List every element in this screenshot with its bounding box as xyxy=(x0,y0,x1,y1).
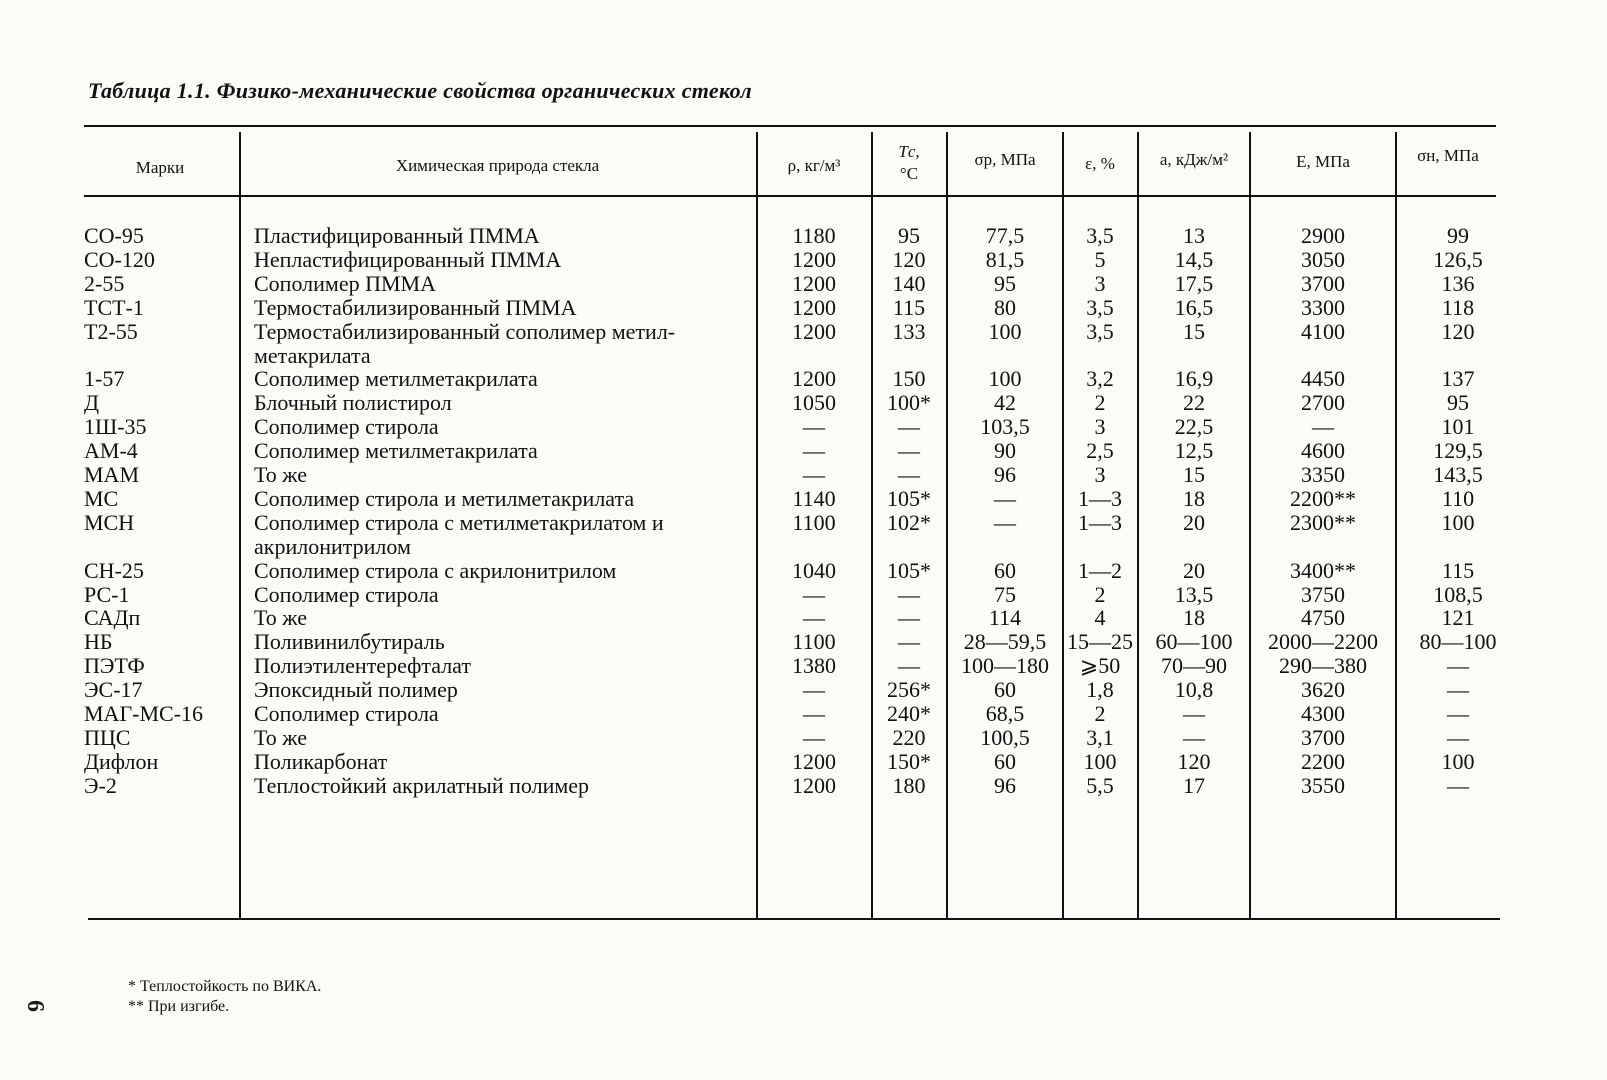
cell-mark: ПЭТФ xyxy=(84,653,145,679)
cell-sp: 68,5 xyxy=(985,701,1025,726)
cell-a: 22,5 xyxy=(1174,414,1214,440)
header-rho: ρ, кг/м³ xyxy=(787,156,841,175)
cell-sn: — xyxy=(1447,677,1469,703)
cell-eps: 2 xyxy=(1094,390,1106,416)
cell-sn: 100 xyxy=(1441,509,1475,535)
cell-sn: 115 xyxy=(1441,557,1475,583)
cell-mark: СО-95 xyxy=(84,223,144,248)
cell-mark: МС xyxy=(84,485,119,511)
cell-nature: Сополимер стирола xyxy=(254,581,439,607)
cell-rho: 1200 xyxy=(792,772,836,798)
cell-nature: Теплостойкий акрилатный полимер xyxy=(254,772,590,798)
cell-nature: Термостабилизированный сополимер метил- xyxy=(254,318,676,344)
cell-eps: 2 xyxy=(1094,701,1106,726)
cell-E: 2300** xyxy=(1290,509,1356,535)
cell-rho: — xyxy=(803,462,825,487)
cell-nature: Непластифицированный ПММА xyxy=(254,246,562,272)
cell-tc: 150 xyxy=(892,366,926,392)
cell-sn: — xyxy=(1447,653,1469,679)
cell-rho: 1180 xyxy=(792,223,836,248)
cell-mark: СО-120 xyxy=(84,246,155,272)
cell-mark: 2-55 xyxy=(84,270,125,296)
cell-sp: 100 xyxy=(988,318,1022,344)
cell-tc: 220 xyxy=(892,724,926,750)
cell-nature: Пластифицированный ПММА xyxy=(254,223,540,248)
cell-E: 2900 xyxy=(1301,223,1345,248)
cell-a: 22 xyxy=(1183,390,1205,416)
cell-sn: — xyxy=(1447,724,1469,750)
cell-sn: 118 xyxy=(1441,294,1475,320)
cell-a: 20 xyxy=(1183,557,1205,583)
cell-tc: 115 xyxy=(892,294,926,320)
cell-sn: — xyxy=(1447,701,1469,726)
cell-eps: 1—3 xyxy=(1078,509,1122,535)
col-sep-7 xyxy=(1249,132,1251,920)
cell-nature: Сополимер метилметакрилата xyxy=(254,438,538,464)
cell-a: 120 xyxy=(1177,748,1211,774)
cell-a: 16,5 xyxy=(1174,294,1214,320)
cell-mark: Дифлон xyxy=(84,748,159,774)
cell-E: — xyxy=(1312,414,1334,440)
cell-rho: 1200 xyxy=(792,294,836,320)
header-sigma-p: σр, МПа xyxy=(974,150,1036,169)
cell-eps: 5 xyxy=(1094,246,1106,272)
cell-mark: МСН xyxy=(84,509,135,535)
cell-sn: 143,5 xyxy=(1433,462,1483,487)
cell-sp: 114 xyxy=(988,605,1022,631)
cell-eps: 3 xyxy=(1094,462,1106,487)
cell-E: 4750 xyxy=(1301,605,1345,631)
cell-eps: 3,5 xyxy=(1086,318,1114,344)
cell-mark: ЭС-17 xyxy=(84,677,143,703)
cell-mark: АМ-4 xyxy=(84,438,138,464)
cell-rho: — xyxy=(803,438,825,464)
cell-sp: 42 xyxy=(994,390,1016,416)
cell-eps: 3,1 xyxy=(1086,724,1114,750)
cell-eps: ⩾50 xyxy=(1079,653,1121,679)
cell-sn: 100 xyxy=(1441,748,1475,774)
header-nature: Химическая природа стекла xyxy=(395,156,600,175)
cell-a: 13 xyxy=(1183,223,1205,248)
footnote-1: * Теплостойкость по ВИКА. xyxy=(128,978,322,995)
header-tc-bottom: °C xyxy=(899,164,919,183)
cell-E: 3350 xyxy=(1301,462,1345,487)
cell-eps: 1—3 xyxy=(1078,485,1122,511)
table-title: Таблица 1.1. Физико-механические свойства органических стекол xyxy=(88,78,752,103)
cell-rho: 1200 xyxy=(792,246,836,272)
cell-rho: — xyxy=(803,414,825,440)
cell-E: 3750 xyxy=(1301,581,1345,607)
cell-rho: 1100 xyxy=(792,509,836,535)
cell-tc: — xyxy=(898,581,920,607)
cell-sn: 110 xyxy=(1441,485,1475,511)
cell-rho: — xyxy=(803,724,825,750)
cell-sn: 101 xyxy=(1441,414,1475,440)
cell-mark: Д xyxy=(84,390,100,416)
cell-a: 17 xyxy=(1183,772,1205,798)
cell-a: 12,5 xyxy=(1174,438,1214,464)
cell-rho: 1200 xyxy=(792,748,836,774)
cell-a: 16,9 xyxy=(1174,366,1214,392)
cell-tc: 140 xyxy=(892,270,926,296)
cell-nature: акрилонитрилом xyxy=(254,533,411,559)
cell-sn: 136 xyxy=(1441,270,1475,296)
cell-E: 290—380 xyxy=(1279,653,1367,679)
cell-mark: Т2-55 xyxy=(84,318,138,344)
cell-mark: МАГ-МС-16 xyxy=(84,701,204,726)
cell-rho: 1040 xyxy=(792,557,836,583)
cell-E: 3400** xyxy=(1290,557,1356,583)
cell-nature: Сополимер ПММА xyxy=(254,270,436,296)
cell-E: 3300 xyxy=(1301,294,1345,320)
top-rule xyxy=(84,125,1496,127)
cell-sp: 75 xyxy=(994,581,1016,607)
cell-eps: 3 xyxy=(1094,414,1106,440)
cell-tc: 105* xyxy=(887,557,931,583)
cell-rho: 1200 xyxy=(792,270,836,296)
cell-a: — xyxy=(1183,701,1205,726)
cell-tc: 102* xyxy=(887,509,931,535)
cell-sp: 60 xyxy=(994,557,1016,583)
cell-sn: 120 xyxy=(1441,318,1475,344)
cell-tc: 95 xyxy=(898,223,920,248)
cell-a: 13,5 xyxy=(1174,581,1214,607)
cell-mark: НБ xyxy=(84,629,113,655)
cell-tc: — xyxy=(898,414,920,440)
cell-nature: Поликарбонат xyxy=(254,748,388,774)
cell-E: 2700 xyxy=(1301,390,1345,416)
cell-eps: 4 xyxy=(1094,605,1106,631)
cell-E: 4100 xyxy=(1301,318,1345,344)
cell-sp: — xyxy=(994,509,1016,535)
header-eps: ε, % xyxy=(1085,154,1115,173)
cell-eps: 3,5 xyxy=(1086,294,1114,320)
cell-rho: 1050 xyxy=(792,390,836,416)
cell-a: 14,5 xyxy=(1174,246,1214,272)
cell-E: 3700 xyxy=(1301,724,1345,750)
cell-nature: Полиэтилентерефталат xyxy=(254,653,471,679)
cell-tc: — xyxy=(898,438,920,464)
footnote-2: ** При изгибе. xyxy=(128,998,230,1015)
cell-eps: 5,5 xyxy=(1086,772,1114,798)
cell-sp: 81,5 xyxy=(985,246,1025,272)
cell-sn: 137 xyxy=(1441,366,1475,392)
cell-nature: Сополимер стирола с метилметакрилатом и xyxy=(254,509,664,535)
cell-tc: — xyxy=(898,653,920,679)
cell-mark: РС-1 xyxy=(84,581,130,607)
header-a: a, кДж/м² xyxy=(1159,150,1229,169)
cell-sp: 60 xyxy=(994,677,1016,703)
cell-sp: 77,5 xyxy=(985,223,1025,248)
cell-sn: 108,5 xyxy=(1433,581,1483,607)
cell-nature: Сополимер метилметакрилата xyxy=(254,366,538,392)
col-sep-1 xyxy=(239,132,241,920)
cell-mark: 1Ш-35 xyxy=(84,414,147,440)
cell-nature: То же xyxy=(254,724,307,750)
cell-tc: 133 xyxy=(892,318,926,344)
cell-sn: 99 xyxy=(1447,223,1469,248)
cell-eps: 3,5 xyxy=(1086,223,1114,248)
cell-E: 4600 xyxy=(1301,438,1345,464)
header-rule xyxy=(84,195,1496,197)
cell-E: 3620 xyxy=(1301,677,1345,703)
cell-eps: 3 xyxy=(1094,270,1106,296)
cell-sn: 95 xyxy=(1447,390,1469,416)
cell-tc: 150* xyxy=(887,748,931,774)
cell-nature: Сополимер стирола с акрилонитрилом xyxy=(254,557,617,583)
cell-nature: Сополимер стирола xyxy=(254,414,439,440)
cell-rho: — xyxy=(803,701,825,726)
cell-E: 2000—2200 xyxy=(1268,629,1378,655)
cell-sp: 100—180 xyxy=(961,653,1049,679)
header-E: E, МПа xyxy=(1296,152,1350,171)
cell-a: 18 xyxy=(1183,605,1205,631)
cell-tc: — xyxy=(898,629,920,655)
col-sep-8 xyxy=(1395,132,1397,920)
cell-a: 15 xyxy=(1183,462,1205,487)
cell-sn: 126,5 xyxy=(1433,246,1483,272)
cell-sp: 96 xyxy=(994,462,1016,487)
cell-a: 70—90 xyxy=(1161,653,1227,679)
cell-E: 4450 xyxy=(1301,366,1345,392)
cell-eps: 15—25 xyxy=(1067,629,1133,655)
cell-sp: 28—59,5 xyxy=(963,629,1047,655)
cell-tc: 256* xyxy=(887,677,931,703)
cell-sp: 103,5 xyxy=(980,414,1030,440)
cell-sp: — xyxy=(994,485,1016,511)
cell-E: 3550 xyxy=(1301,772,1345,798)
cell-mark: МАМ xyxy=(84,462,140,487)
header-mark: Марки xyxy=(135,158,185,177)
cell-nature: Термостабилизированный ПММА xyxy=(254,294,577,320)
cell-E: 3050 xyxy=(1301,246,1345,272)
cell-a: 20 xyxy=(1183,509,1205,535)
cell-nature: метакрилата xyxy=(254,342,371,368)
cell-a: — xyxy=(1183,724,1205,750)
cell-rho: — xyxy=(803,581,825,607)
cell-rho: 1200 xyxy=(792,318,836,344)
cell-eps: 2 xyxy=(1094,581,1106,607)
cell-tc: 120 xyxy=(892,246,926,272)
cell-sn: 80—100 xyxy=(1419,629,1497,655)
cell-eps: 1,8 xyxy=(1086,677,1114,703)
cell-rho: — xyxy=(803,605,825,631)
cell-sn: 121 xyxy=(1441,605,1475,631)
cell-eps: 100 xyxy=(1083,748,1117,774)
cell-nature: Сополимер стирола xyxy=(254,701,439,726)
cell-sp: 95 xyxy=(994,270,1016,296)
cell-tc: 105* xyxy=(887,485,931,511)
cell-eps: 3,2 xyxy=(1086,366,1114,392)
cell-sn: 129,5 xyxy=(1433,438,1483,464)
cell-tc: 180 xyxy=(892,772,926,798)
cell-eps: 1—2 xyxy=(1078,557,1122,583)
cell-nature: Поливинилбутираль xyxy=(254,629,445,655)
cell-tc: 240* xyxy=(887,701,931,726)
cell-sp: 96 xyxy=(994,772,1016,798)
page-number: 6 xyxy=(22,1000,48,1012)
cell-tc: 100* xyxy=(887,390,931,416)
cell-mark: ПЦС xyxy=(84,724,131,750)
cell-rho: — xyxy=(803,677,825,703)
cell-nature: Блочный полистирол xyxy=(254,390,452,416)
cell-nature: То же xyxy=(254,462,307,487)
cell-rho: 1140 xyxy=(792,485,836,511)
cell-mark: 1-57 xyxy=(84,366,125,392)
cell-sn: — xyxy=(1447,772,1469,798)
cell-E: 2200** xyxy=(1290,485,1356,511)
cell-mark: ТСТ-1 xyxy=(84,294,144,320)
cell-rho: 1200 xyxy=(792,366,836,392)
cell-sp: 90 xyxy=(994,438,1016,464)
col-sep-2 xyxy=(756,132,758,920)
header-tc-top: Tс, xyxy=(898,142,920,161)
header-sigma-n: σн, МПа xyxy=(1417,146,1479,165)
cell-tc: — xyxy=(898,462,920,487)
cell-mark: СН-25 xyxy=(84,557,144,583)
cell-mark: САДп xyxy=(84,605,141,631)
cell-a: 15 xyxy=(1183,318,1205,344)
cell-a: 17,5 xyxy=(1174,270,1214,296)
cell-rho: 1100 xyxy=(792,629,836,655)
cell-sp: 60 xyxy=(994,748,1016,774)
cell-sp: 100 xyxy=(988,366,1022,392)
cell-nature: То же xyxy=(254,605,307,631)
cell-a: 18 xyxy=(1183,485,1205,511)
cell-a: 10,8 xyxy=(1174,677,1214,703)
bottom-rule xyxy=(88,918,1500,920)
col-sep-3 xyxy=(871,132,873,920)
cell-rho: 1380 xyxy=(792,653,836,679)
cell-tc: — xyxy=(898,605,920,631)
cell-sp: 100,5 xyxy=(980,724,1030,750)
cell-mark: Э-2 xyxy=(84,772,117,798)
cell-E: 2200 xyxy=(1301,748,1345,774)
cell-E: 3700 xyxy=(1301,270,1345,296)
cell-nature: Эпоксидный полимер xyxy=(254,677,458,703)
cell-a: 60—100 xyxy=(1155,629,1233,655)
cell-sp: 80 xyxy=(994,294,1016,320)
cell-eps: 2,5 xyxy=(1086,438,1114,464)
cell-nature: Сополимер стирола и метилметакрилата xyxy=(254,485,635,511)
cell-E: 4300 xyxy=(1301,701,1345,726)
